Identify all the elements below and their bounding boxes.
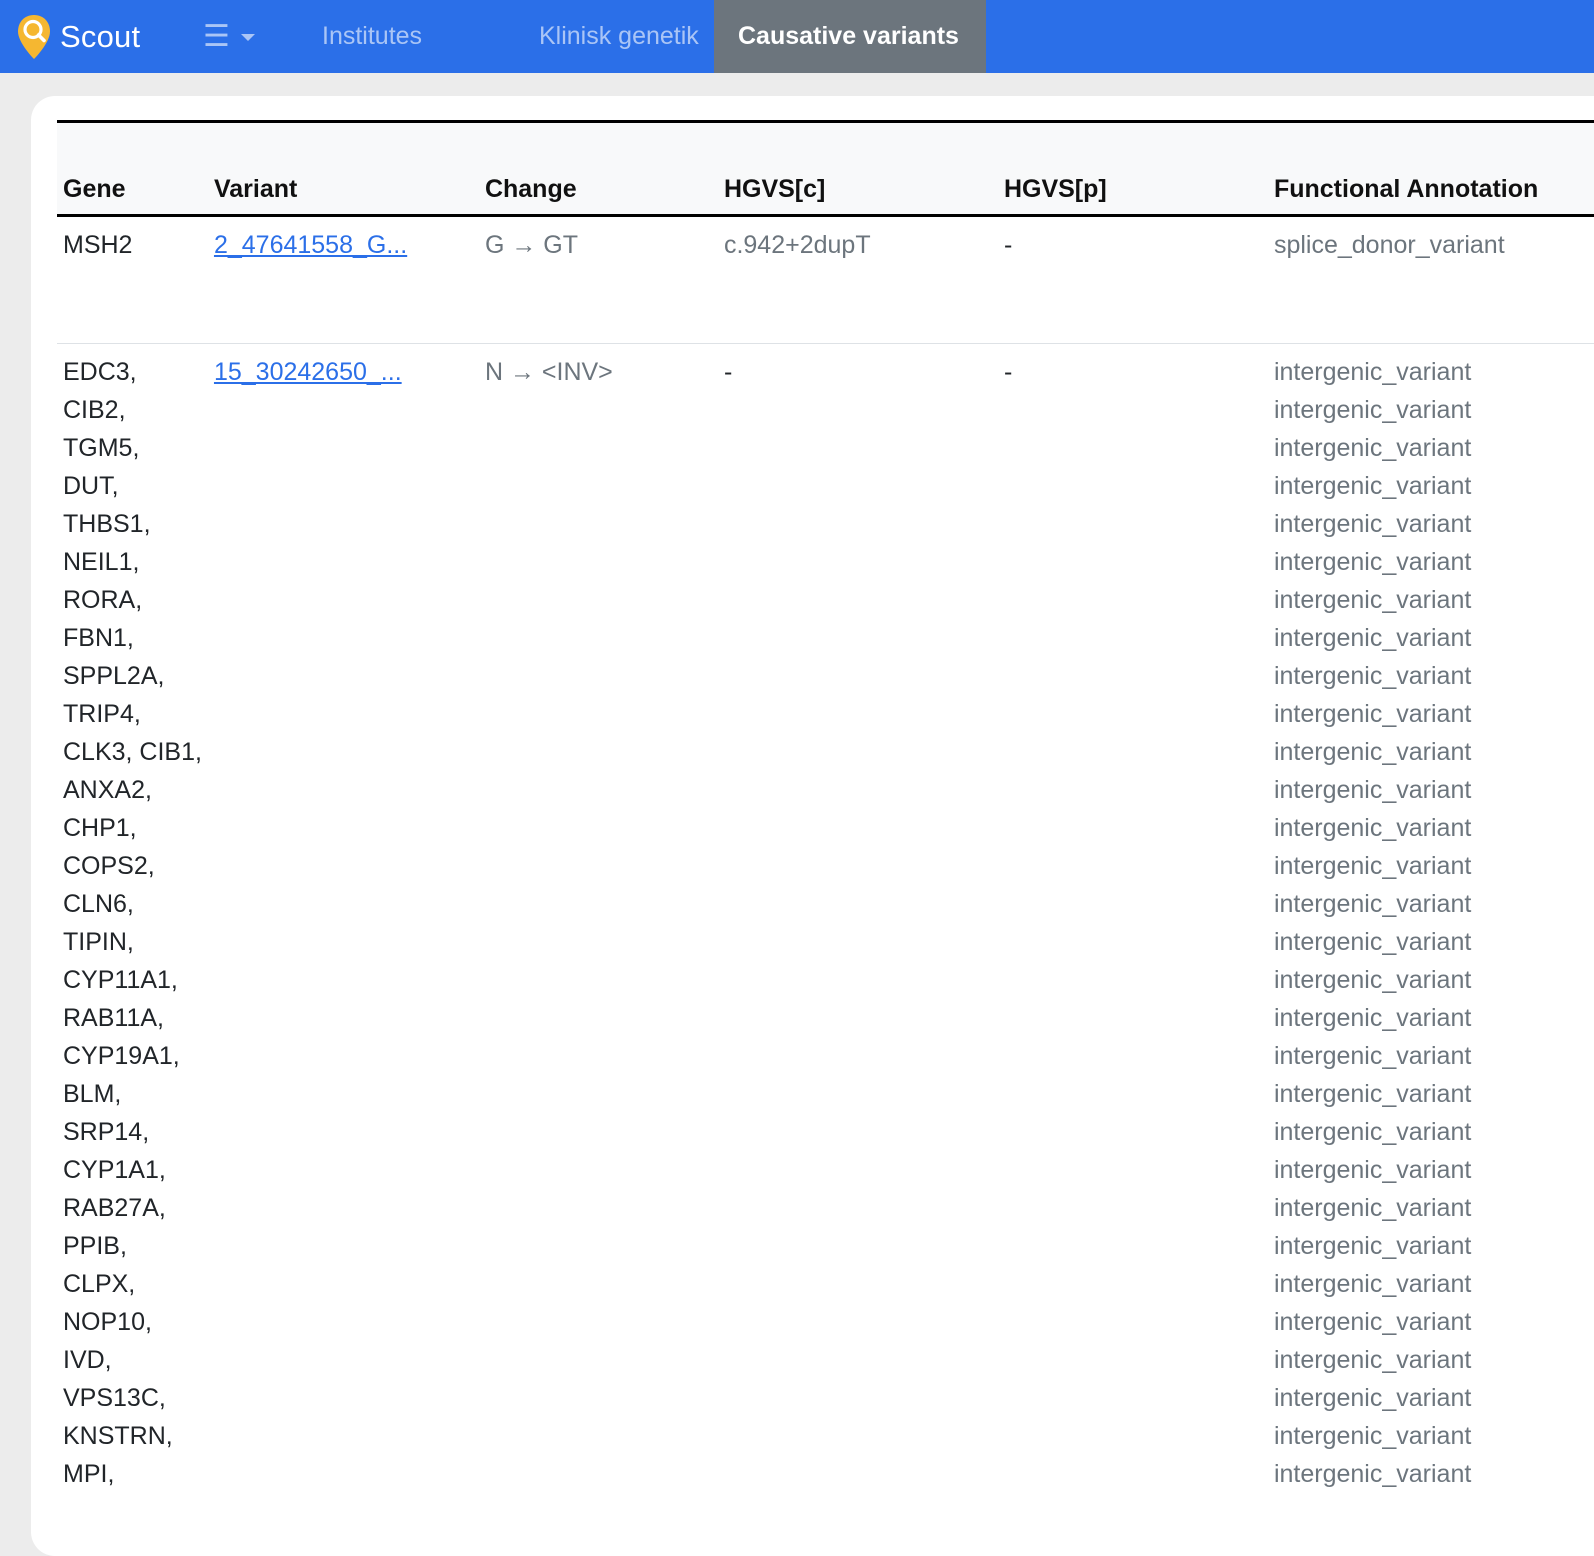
functional-annotation: intergenic_variant [1273,624,1472,652]
gene-name: TRIP4, [63,700,141,728]
gene-name: RAB11A, [63,1004,164,1032]
gene-name: NEIL1, [63,548,140,576]
change-value: N → <INV> [484,358,613,386]
functional-annotation: intergenic_variant [1273,396,1472,424]
hamburger-icon: ☰ [203,19,230,53]
functional-annotation: intergenic_variant [1273,1270,1472,1298]
hgvs-c-value: - [723,358,733,386]
hgvs-p-value: - [1003,231,1013,259]
table-row [57,344,1594,1499]
header-functional-annotation[interactable]: Functional Annotation [1268,122,1594,216]
gene-name: RORA, [63,586,143,614]
hgvs-p-value: - [1003,358,1013,386]
functional-annotation: intergenic_variant [1273,1460,1472,1488]
gene-name: BLM, [63,1080,122,1108]
gene-name: VPS13C, [63,1384,166,1412]
gene-name: MSH2 [63,231,133,259]
variant-cell [208,344,479,1499]
functional-annotation-cell [1268,344,1594,1499]
functional-annotation: intergenic_variant [1273,1422,1472,1450]
functional-annotation: intergenic_variant [1273,472,1472,500]
header-hgvs-p[interactable]: HGVS[p] [998,122,1268,216]
caret-down-icon [241,34,255,41]
header-hgvs-c[interactable]: HGVS[c] [718,122,998,216]
functional-annotation: intergenic_variant [1273,890,1472,918]
gene-name: NOP10, [63,1308,152,1336]
functional-annotation: intergenic_variant [1273,510,1472,538]
table-header-row [57,122,1594,216]
header-change[interactable]: Change [479,122,718,216]
gene-name: CHP1, [63,814,137,842]
variant-cell [208,216,479,344]
functional-annotation: intergenic_variant [1273,586,1472,614]
nav-klinisk-genetik[interactable]: Klinisk genetik [539,22,699,50]
gene-name: TIPIN, [63,928,134,956]
functional-annotation: intergenic_variant [1273,1346,1472,1374]
gene-name: DUT, [63,472,119,500]
change-cell [479,216,718,344]
gene-name: MPI, [63,1460,115,1488]
functional-annotation: intergenic_variant [1273,776,1472,804]
gene-name: RAB27A, [63,1194,166,1222]
functional-annotation: intergenic_variant [1273,1308,1472,1336]
functional-annotation: intergenic_variant [1273,662,1472,690]
gene-name: CYP11A1, [63,966,178,994]
gene-name: KNSTRN, [63,1422,173,1450]
change-cell [479,344,718,1499]
functional-annotation: intergenic_variant [1273,1004,1472,1032]
change-value: G → GT [484,231,579,259]
nav-institutes[interactable]: Institutes [322,22,423,50]
gene-cell [57,344,208,1499]
gene-name: TGM5, [63,434,140,462]
causative-variants-table [57,120,1594,1498]
gene-name: CYP1A1, [63,1156,166,1184]
gene-name: CYP19A1, [63,1042,180,1070]
brand-name: Scout [60,18,141,54]
table-row [57,216,1594,344]
functional-annotation: intergenic_variant [1273,1384,1472,1412]
scout-logo-icon [16,13,52,61]
header-gene[interactable]: Gene [57,122,208,216]
functional-annotation: intergenic_variant [1273,434,1472,462]
gene-name: PPIB, [63,1232,127,1260]
hgvs-c-cell [718,216,998,344]
functional-annotation: intergenic_variant [1273,852,1472,880]
content-card [31,96,1594,1556]
hgvs-c-cell [718,344,998,1499]
gene-name: IVD, [63,1346,112,1374]
gene-name: ANXA2, [63,776,152,804]
gene-name: CLK3, CIB1, [63,738,202,766]
functional-annotation: intergenic_variant [1273,1156,1472,1184]
variant-link[interactable]: 15_30242650_... [213,358,402,386]
gene-name: CLN6, [63,890,134,918]
functional-annotation: intergenic_variant [1273,966,1472,994]
menu-dropdown-toggle[interactable] [185,0,303,73]
gene-name: EDC3, [63,358,137,386]
nav-causative-variants[interactable]: Causative variants [714,0,986,73]
header-variant[interactable]: Variant [208,122,479,216]
gene-name: COPS2, [63,852,155,880]
functional-annotation: intergenic_variant [1273,1118,1472,1146]
functional-annotation-cell [1268,216,1594,344]
functional-annotation: intergenic_variant [1273,700,1472,728]
variant-link[interactable]: 2_47641558_G... [213,231,408,259]
functional-annotation: intergenic_variant [1273,1080,1472,1108]
gene-name: SRP14, [63,1118,150,1146]
functional-annotation: intergenic_variant [1273,358,1472,386]
hgvs-p-cell [998,216,1268,344]
hgvs-c-value: c.942+2dupT [723,231,871,259]
gene-name: SPPL2A, [63,662,165,690]
functional-annotation: intergenic_variant [1273,548,1472,576]
gene-name: FBN1, [63,624,134,652]
functional-annotation: splice_donor_variant [1273,231,1505,259]
functional-annotation: intergenic_variant [1273,1042,1472,1070]
hgvs-p-cell [998,344,1268,1499]
functional-annotation: intergenic_variant [1273,1232,1472,1260]
gene-name: THBS1, [63,510,151,538]
functional-annotation: intergenic_variant [1273,738,1472,766]
top-navbar [0,0,1594,73]
brand[interactable] [0,0,185,73]
functional-annotation: intergenic_variant [1273,814,1472,842]
gene-name: CLPX, [63,1270,136,1298]
gene-cell [57,216,208,344]
functional-annotation: intergenic_variant [1273,1194,1472,1222]
functional-annotation: intergenic_variant [1273,928,1472,956]
gene-name: CIB2, [63,396,126,424]
